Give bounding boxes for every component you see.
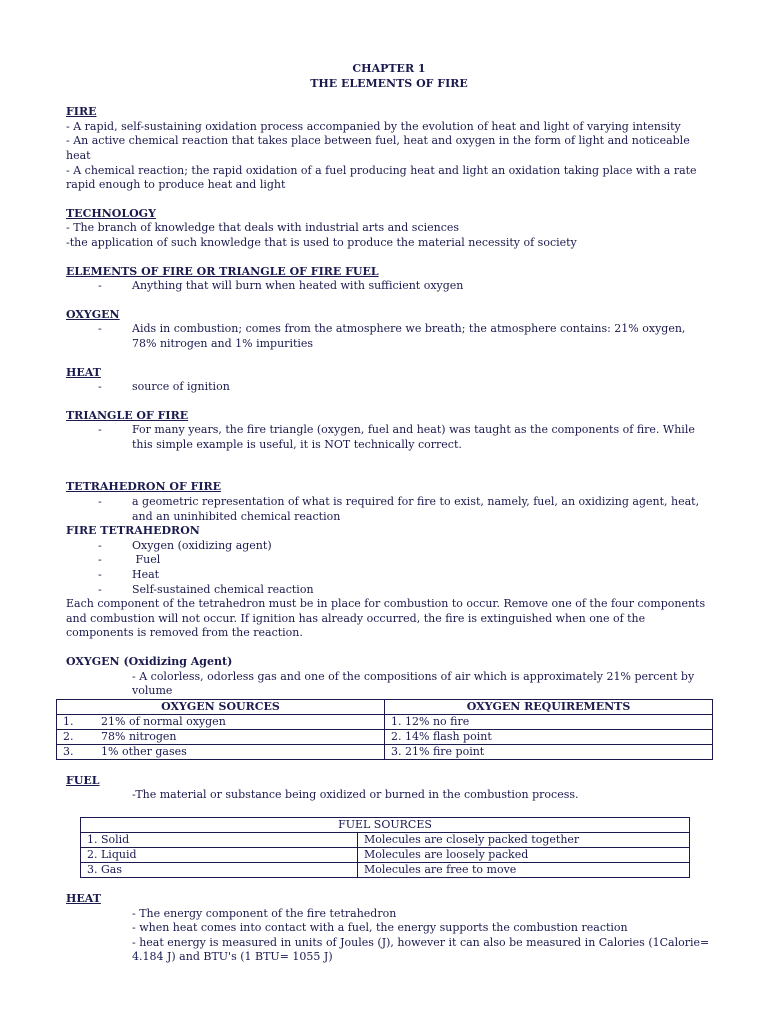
oxygen-requirement: 2. 14% flash point: [385, 729, 713, 744]
oxygen-agent-heading: OXYGEN (Oxidizing Agent): [66, 655, 233, 668]
fire-line: - A chemical reaction; the rapid oxidation of a fuel producing heat and light an oxidation taking place with a rate rapid enough to produce heat and light: [66, 163, 697, 192]
oxygen-requirement: 3. 21% fire point: [385, 744, 713, 759]
fuel-description: Molecules are loosely packed: [358, 847, 690, 862]
elements-bullet: - Anything that will burn when heated with sufficient oxygen: [66, 279, 712, 294]
oxygen-requirements-header: OXYGEN REQUIREMENTS: [385, 699, 713, 714]
heat-section-heading: HEAT: [66, 891, 101, 905]
fuel-table: [80, 817, 690, 878]
row-number: 1.: [63, 714, 74, 728]
row-number: 3.: [63, 744, 74, 758]
oxygen-table: [56, 699, 713, 760]
fire-tetrahedron-heading: FIRE TETRAHEDRON: [66, 524, 200, 538]
tetrahedron-paragraph: Each component of the tetrahedron must be in place for combustion to occur. Remove one of the four components and combustion will not occur. If ignition has already occurred, the fire is extinguished when one of the components is removed from the reaction.: [66, 597, 706, 640]
technology-line: - The branch of knowledge that deals with industrial arts and sciences: [66, 221, 460, 235]
document-page: [63, 62, 712, 965]
heat-line: - The energy component of the fire tetrahedron: [132, 906, 397, 920]
fuel-type: 1. Solid: [81, 832, 358, 847]
fuel-type: 3. Gas: [81, 862, 358, 877]
fuel-type: 2. Liquid: [81, 847, 358, 862]
fuel-sources-header: FUEL SOURCES: [81, 817, 690, 832]
fuel-line: -The material or substance being oxidized or burned in the combustion process.: [132, 788, 579, 802]
oxygen-agent-line: - A colorless, odorless gas and one of the compositions of air which is approximately 21% percent by volume: [132, 669, 695, 698]
fuel-description: Molecules are closely packed together: [358, 832, 690, 847]
heat-line: - heat energy is measured in units of Joules (J), however it can also be measured in Calories (1Calorie= 4.184 J) and BTU's (1 BTU= 1055 J): [132, 935, 710, 964]
oxygen-source: 78% nitrogen: [101, 729, 177, 743]
table-row: [57, 729, 713, 744]
table-row: [57, 744, 713, 759]
oxygen-source: 1% other gases: [101, 744, 187, 758]
row-number: 2.: [63, 729, 74, 743]
triangle-bullet: - For many years, the fire triangle (oxygen, fuel and heat) was taught as the components of fire. While this simple example is useful, it is NOT technically correct.: [66, 423, 712, 452]
fire-line: - An active chemical reaction that takes place between fuel, heat and oxygen in the form of light and noticeable heat: [66, 134, 690, 162]
technology-line: -the application of such knowledge that is used to produce the material necessity of society: [66, 235, 577, 249]
oxygen-requirement: 1. 12% no fire: [385, 714, 713, 729]
table-row: [81, 847, 690, 862]
chapter-title: THE ELEMENTS OF FIRE: [310, 76, 468, 90]
heat-heading: HEAT: [66, 365, 101, 379]
oxygen-sources-header: OXYGEN SOURCES: [57, 699, 385, 714]
heat-line: - when heat comes into contact with a fuel, the energy supports the combustion reaction: [132, 921, 628, 935]
oxygen-heading: OXYGEN: [66, 307, 120, 321]
oxygen-bullet: - Aids in combustion; comes from the atmosphere we breath; the atmosphere contains: 21% oxygen, 78% nitrogen and 1% impurities: [66, 322, 712, 351]
elements-heading: ELEMENTS OF FIRE OR TRIANGLE OF FIRE FUEL: [66, 264, 379, 278]
tetrahedron-item: - Fuel: [66, 553, 712, 568]
heat-bullet: - source of ignition: [66, 380, 712, 395]
fuel-description: Molecules are free to move: [358, 862, 690, 877]
technology-heading: TECHNOLOGY: [66, 206, 156, 220]
tetrahedron-item: - Oxygen (oxidizing agent): [66, 539, 712, 554]
triangle-heading: TRIANGLE OF FIRE: [66, 408, 189, 422]
table-row: [81, 862, 690, 877]
table-row: [81, 832, 690, 847]
tetrahedron-item: - Self-sustained chemical reaction: [66, 583, 712, 598]
tetrahedron-item: - Heat: [66, 568, 712, 583]
fire-heading: FIRE: [66, 105, 97, 119]
tetrahedron-bullet: - a geometric representation of what is required for fire to exist, namely, fuel, an oxidizing agent, heat, and an uninhibited chemical reaction: [66, 495, 712, 524]
oxygen-source: 21% of normal oxygen: [101, 714, 226, 728]
tetrahedron-heading: TETRAHEDRON OF FIRE: [66, 480, 222, 494]
fuel-heading: FUEL: [66, 773, 100, 787]
chapter-label: CHAPTER 1: [352, 62, 426, 75]
table-row: [57, 714, 713, 729]
fire-line: - A rapid, self-sustaining oxidation process accompanied by the evolution of heat and light of varying intensity: [66, 119, 681, 133]
